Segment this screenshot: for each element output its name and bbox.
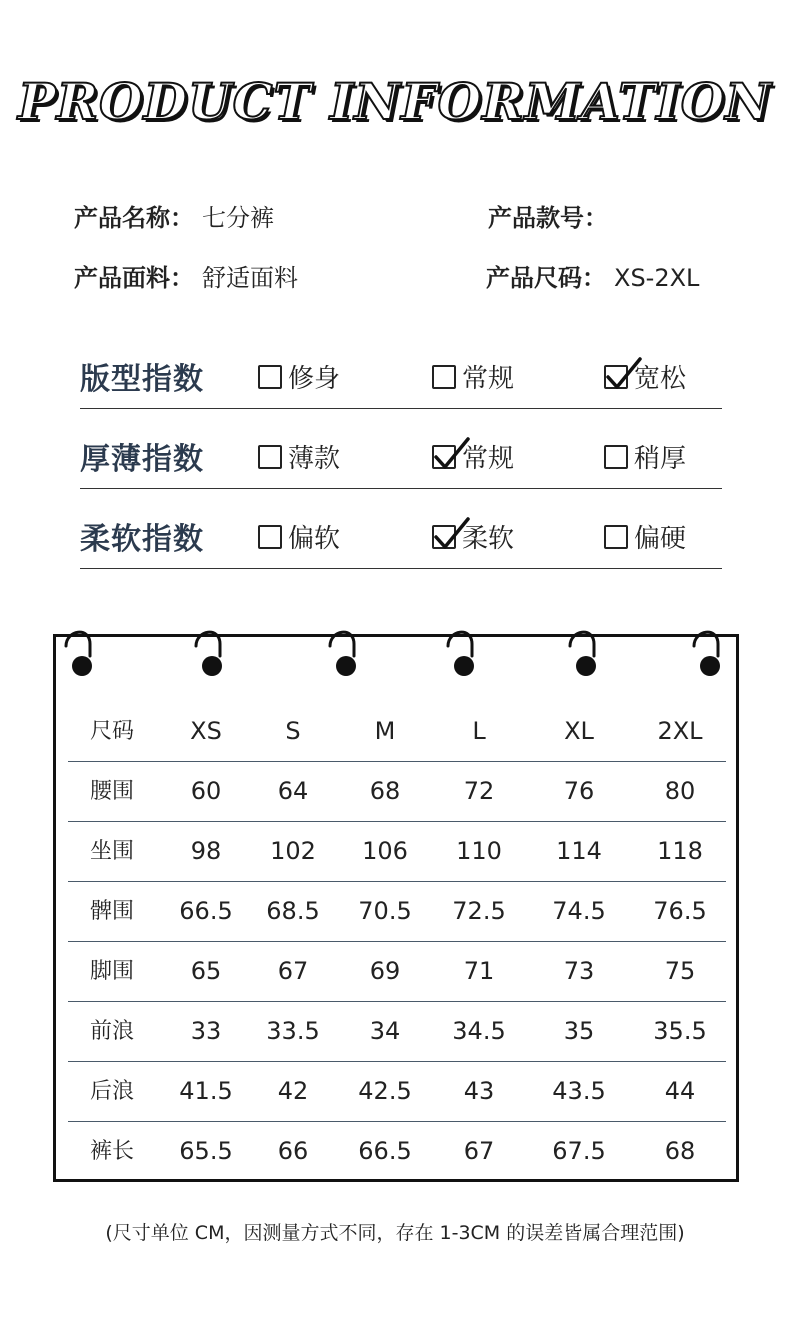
table-cell: 65 — [190, 957, 222, 985]
table-cell: 66 — [277, 1137, 309, 1165]
table-row — [68, 1062, 726, 1122]
binder-ring-icon — [328, 626, 362, 682]
index-option[interactable] — [604, 518, 686, 555]
product-name-label: 产品名称： — [74, 204, 194, 232]
table-cell: 68.5 — [266, 897, 320, 925]
index-label: 柔软指数 — [80, 522, 204, 557]
checkbox-icon[interactable] — [258, 365, 282, 389]
table-row — [68, 1002, 726, 1062]
binder-ring-icon — [64, 626, 98, 682]
product-size — [486, 258, 699, 293]
table-cell: 67 — [277, 957, 309, 985]
table-cell: 43 — [463, 1077, 495, 1105]
table-cell: 72.5 — [452, 897, 506, 925]
binder-ring-icon — [692, 626, 726, 682]
table-cell: 65.5 — [179, 1137, 233, 1165]
index-option-label: 常规 — [462, 364, 515, 394]
table-cell: 43.5 — [552, 1077, 606, 1105]
page-title: PRODUCT INFORMATION — [17, 72, 773, 131]
table-cell: 71 — [463, 957, 495, 985]
table-cell: 68 — [369, 777, 401, 805]
table-cell: 98 — [190, 837, 222, 865]
table-cell: 67.5 — [552, 1137, 606, 1165]
checked-checkbox-icon[interactable] — [432, 525, 456, 549]
checked-checkbox-icon[interactable] — [604, 365, 628, 389]
table-cell: 114 — [556, 837, 602, 865]
index-option[interactable] — [432, 438, 514, 475]
table-cell: 42.5 — [358, 1077, 412, 1105]
table-cell: 118 — [657, 837, 703, 865]
index-label: 版型指数 — [80, 362, 204, 397]
table-cell: 74.5 — [552, 897, 606, 925]
product-size-value: XS-2XL — [614, 264, 700, 292]
checkbox-icon[interactable] — [604, 445, 628, 469]
table-header-cell: S — [285, 717, 301, 745]
table-row-label: 坐围 — [89, 839, 135, 864]
table-cell: 70.5 — [358, 897, 412, 925]
table-cell: 68 — [664, 1137, 696, 1165]
table-row — [68, 882, 726, 942]
table-cell: 33 — [190, 1017, 222, 1045]
checkbox-icon[interactable] — [258, 445, 282, 469]
checked-checkbox-icon[interactable] — [432, 445, 456, 469]
table-cell: 33.5 — [266, 1017, 320, 1045]
table-header-cell: 尺码 — [89, 719, 135, 744]
index-option-label: 稍厚 — [634, 444, 687, 474]
product-style-label: 产品款号： — [488, 204, 608, 232]
table-header-cell: XS — [190, 717, 222, 745]
table-cell: 110 — [456, 837, 502, 865]
product-fabric-value: 舒适面料 — [202, 264, 298, 292]
product-fabric-label: 产品面料： — [74, 264, 194, 292]
table-header-cell: M — [374, 717, 396, 745]
table-cell: 41.5 — [179, 1077, 233, 1105]
table-row-label: 后浪 — [89, 1079, 135, 1104]
index-row — [80, 344, 722, 409]
index-option-label: 宽松 — [634, 364, 687, 394]
table-cell: 34.5 — [452, 1017, 506, 1045]
table-cell: 64 — [277, 777, 309, 805]
product-style-number — [488, 198, 616, 233]
index-label: 厚薄指数 — [80, 442, 204, 477]
table-row — [68, 762, 726, 822]
table-cell: 75 — [664, 957, 696, 985]
table-cell: 60 — [190, 777, 222, 805]
table-cell: 102 — [270, 837, 316, 865]
product-fabric — [74, 258, 298, 293]
measurement-note: (尺寸单位 CM，因测量方式不同，存在 1-3CM 的误差皆属合理范围) — [105, 1222, 685, 1244]
product-name-value: 七分裤 — [202, 204, 274, 232]
index-row — [80, 504, 722, 569]
table-header-cell: XL — [564, 717, 594, 745]
table-cell: 35 — [563, 1017, 595, 1045]
index-option[interactable] — [258, 518, 340, 555]
index-row — [80, 424, 722, 489]
index-option[interactable] — [258, 438, 340, 475]
table-cell: 69 — [369, 957, 401, 985]
checkbox-icon[interactable] — [432, 365, 456, 389]
table-header-row — [68, 702, 726, 762]
table-header-cell: 2XL — [657, 717, 703, 745]
table-cell: 66.5 — [179, 897, 233, 925]
table-row — [68, 942, 726, 1002]
table-row-label: 裤长 — [89, 1139, 135, 1164]
table-cell: 67 — [463, 1137, 495, 1165]
index-option[interactable] — [604, 358, 686, 395]
table-cell: 80 — [664, 777, 696, 805]
index-option-label: 偏软 — [288, 524, 341, 554]
table-cell: 106 — [362, 837, 408, 865]
index-option-label: 偏硬 — [634, 524, 687, 554]
table-cell: 76.5 — [653, 897, 707, 925]
table-row — [68, 822, 726, 882]
table-cell: 76 — [563, 777, 595, 805]
index-option-label: 常规 — [462, 444, 515, 474]
index-option-label: 修身 — [288, 364, 341, 394]
table-cell: 34 — [369, 1017, 401, 1045]
table-cell: 42 — [277, 1077, 309, 1105]
table-row-label: 髀围 — [89, 899, 135, 924]
table-row — [68, 1122, 726, 1181]
table-row-label: 腰围 — [89, 779, 135, 804]
binder-ring-icon — [194, 626, 228, 682]
table-cell: 44 — [664, 1077, 696, 1105]
binder-ring-icon — [446, 626, 480, 682]
product-name — [74, 198, 274, 233]
table-cell: 73 — [563, 957, 595, 985]
table-row-label: 脚围 — [89, 959, 135, 984]
index-option[interactable] — [604, 438, 686, 475]
table-header-cell: L — [472, 717, 486, 745]
table-cell: 66.5 — [358, 1137, 412, 1165]
index-option[interactable] — [258, 358, 340, 395]
index-option-label: 薄款 — [288, 444, 341, 474]
product-size-label: 产品尺码： — [486, 264, 606, 292]
index-option-label: 柔软 — [462, 524, 515, 554]
checkbox-icon[interactable] — [604, 525, 628, 549]
checkbox-icon[interactable] — [258, 525, 282, 549]
table-row-label: 前浪 — [89, 1019, 135, 1044]
index-option[interactable] — [432, 518, 514, 555]
table-cell: 35.5 — [653, 1017, 707, 1045]
index-option[interactable] — [432, 358, 514, 395]
binder-ring-icon — [568, 626, 602, 682]
table-cell: 72 — [463, 777, 495, 805]
